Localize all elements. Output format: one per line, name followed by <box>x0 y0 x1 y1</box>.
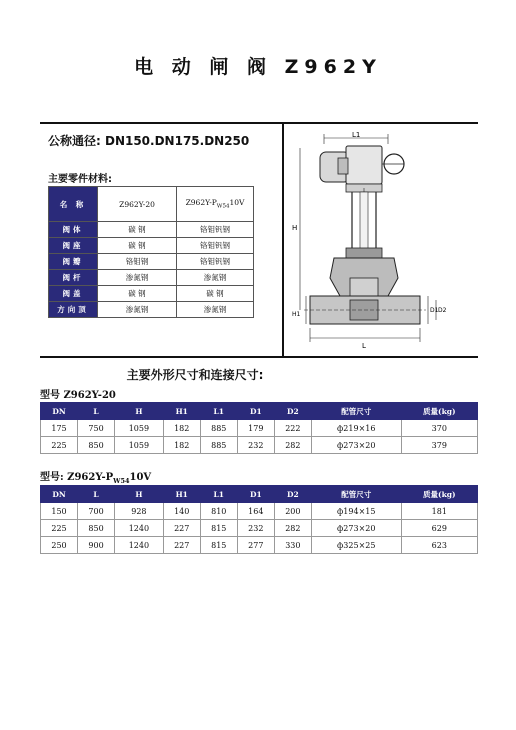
model2-sub: W54 <box>113 477 130 485</box>
material-b: 铬钼钒钢 <box>177 222 254 238</box>
model2-suffix: 10V <box>129 472 152 483</box>
materials-col-pw54 <box>177 187 254 222</box>
valve-drawing <box>290 128 476 354</box>
cell: 282 <box>274 520 311 537</box>
cell: 179 <box>237 420 274 437</box>
material-b: 铬钼钒钢 <box>177 238 254 254</box>
materials-row <box>49 270 254 286</box>
cell: 182 <box>163 420 200 437</box>
dim-h-label: H <box>292 224 298 232</box>
cell: 250 <box>41 537 78 554</box>
part-name: 阀体 <box>49 222 98 238</box>
material-b: 渗氮钢 <box>177 270 254 286</box>
part-name: 阀盖 <box>49 286 98 302</box>
cell: 182 <box>163 437 200 454</box>
material-a: 铬钼钢 <box>98 254 177 270</box>
col-h: H <box>115 403 164 420</box>
materials-row <box>49 286 254 302</box>
col-dn: DN <box>41 486 78 503</box>
cell: 225 <box>41 520 78 537</box>
dim-d1-label: D1 <box>430 307 439 314</box>
model2-label <box>40 468 151 485</box>
materials-row <box>49 302 254 318</box>
table-row <box>41 537 478 554</box>
cell: 370 <box>401 420 477 437</box>
materials-row <box>49 254 254 270</box>
part-name: 阀瓣 <box>49 254 98 270</box>
table-row <box>41 420 478 437</box>
cell: 1059 <box>115 420 164 437</box>
col-d2: D2 <box>274 486 311 503</box>
cell: ф273×20 <box>311 437 401 454</box>
col-h1: H1 <box>163 403 200 420</box>
cell: 900 <box>78 537 115 554</box>
cell: ф219×16 <box>311 420 401 437</box>
cell: ф273×20 <box>311 520 401 537</box>
col-h: H <box>115 486 164 503</box>
col-h1: H1 <box>163 486 200 503</box>
cell: 225 <box>41 437 78 454</box>
col-dn: DN <box>41 403 78 420</box>
col-l: L <box>78 486 115 503</box>
materials-header-row <box>49 187 254 222</box>
cell: 330 <box>274 537 311 554</box>
top-rule <box>40 122 478 124</box>
cell: 815 <box>200 520 237 537</box>
part-name: 阀座 <box>49 238 98 254</box>
materials-row <box>49 222 254 238</box>
materials-table <box>48 186 254 318</box>
col-l: L <box>78 403 115 420</box>
model2-prefix: 型号: Z962Y-P <box>40 472 114 483</box>
dim-l-label: L <box>362 342 366 350</box>
material-a: 碳 钢 <box>98 286 177 302</box>
cell: 810 <box>200 503 237 520</box>
page-title: 电 动 闸 阀 Z962Y <box>134 56 382 78</box>
cell: 885 <box>200 437 237 454</box>
materials-heading: 主要零件材料: <box>48 174 112 185</box>
col2-suffix: 10V <box>229 198 245 208</box>
cell: 150 <box>41 503 78 520</box>
cell: 928 <box>115 503 164 520</box>
material-b: 渗氮钢 <box>177 302 254 318</box>
section-divider <box>282 123 284 357</box>
cell: 700 <box>78 503 115 520</box>
table-row <box>41 503 478 520</box>
cell: 227 <box>163 520 200 537</box>
col-weight: 质量(kg) <box>401 403 477 420</box>
cell: 232 <box>237 520 274 537</box>
col2-prefix: Z962Y-P <box>185 198 217 208</box>
cell: ф194×15 <box>311 503 401 520</box>
col-pipe: 配管尺寸 <box>311 486 401 503</box>
cell: 885 <box>200 420 237 437</box>
cell: 750 <box>78 420 115 437</box>
cell: 200 <box>274 503 311 520</box>
cell: 815 <box>200 537 237 554</box>
material-b: 碳 钢 <box>177 286 254 302</box>
materials-corner: 名 称 <box>49 187 98 222</box>
dim-h1-label: H1 <box>292 311 301 318</box>
col-pipe: 配管尺寸 <box>311 403 401 420</box>
cell: 164 <box>237 503 274 520</box>
material-a: 碳 钢 <box>98 238 177 254</box>
material-b: 铬钼钒钢 <box>177 254 254 270</box>
dimensions-table-2 <box>40 485 478 554</box>
materials-row <box>49 238 254 254</box>
col-d2: D2 <box>274 403 311 420</box>
cell: 282 <box>274 437 311 454</box>
nominal-diameter: 公称通径: DN150.DN175.DN250 <box>48 134 250 148</box>
col-l1: L1 <box>200 486 237 503</box>
middle-rule <box>40 356 478 358</box>
model1-label: 型号 Z962Y-20 <box>40 390 116 401</box>
cell: 227 <box>163 537 200 554</box>
dimensions-heading: 主要外形尺寸和连接尺寸: <box>126 368 264 382</box>
cell: 222 <box>274 420 311 437</box>
part-name: 阀杆 <box>49 270 98 286</box>
cell: 850 <box>78 437 115 454</box>
cell: 1240 <box>115 537 164 554</box>
col-l1: L1 <box>200 403 237 420</box>
cell: 379 <box>401 437 477 454</box>
materials-col-20: Z962Y-20 <box>98 187 177 222</box>
cell: 623 <box>401 537 477 554</box>
cell: 175 <box>41 420 78 437</box>
table-row <box>41 520 478 537</box>
part-name: 方向顶 <box>49 302 98 318</box>
material-a: 渗氮钢 <box>98 302 177 318</box>
col-d1: D1 <box>237 486 274 503</box>
cell: 232 <box>237 437 274 454</box>
material-a: 渗氮钢 <box>98 270 177 286</box>
cell: 1059 <box>115 437 164 454</box>
dimensions-header-row <box>41 403 478 420</box>
col-d1: D1 <box>237 403 274 420</box>
cell: 850 <box>78 520 115 537</box>
dim-d2-label: D2 <box>438 307 447 314</box>
col-weight: 质量(kg) <box>401 486 477 503</box>
cell: 181 <box>401 503 477 520</box>
dimensions-header-row <box>41 486 478 503</box>
dim-l1-label: L1 <box>352 131 361 139</box>
dimensions-table-1 <box>40 402 478 454</box>
cell: 629 <box>401 520 477 537</box>
material-a: 碳 钢 <box>98 222 177 238</box>
cell: 277 <box>237 537 274 554</box>
table-row <box>41 437 478 454</box>
cell: 140 <box>163 503 200 520</box>
cell: ф325×25 <box>311 537 401 554</box>
col2-sub: W54 <box>216 203 230 210</box>
cell: 1240 <box>115 520 164 537</box>
